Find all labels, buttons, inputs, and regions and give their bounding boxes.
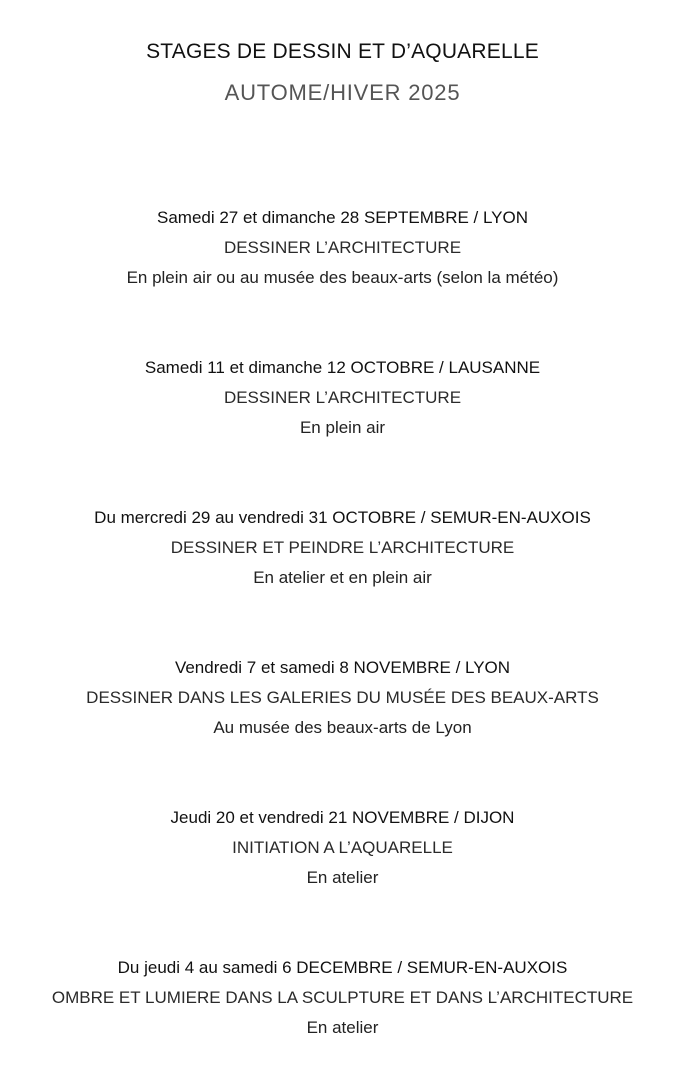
event-date: Jeudi 20 et vendredi 21 NOVEMBRE / DIJON — [170, 808, 515, 827]
event-place: En plein air — [299, 418, 386, 437]
event-date: Samedi 27 et dimanche 28 SEPTEMBRE / LYON — [156, 208, 529, 227]
page-subtitle: AUTOME/HIVER 2025 — [224, 80, 461, 105]
event-place: En atelier et en plein air — [253, 568, 432, 587]
event-course: DESSINER ET PEINDRE L’ARCHITECTURE — [170, 538, 515, 557]
event-course: OMBRE ET LUMIERE DANS LA SCULPTURE ET DANS L’ARCHITECTURE — [51, 988, 634, 1007]
event-place: En atelier — [306, 868, 379, 887]
event-place: En plein air ou au musée des beaux-arts (selon la météo) — [126, 268, 559, 287]
event-block — [0, 203, 685, 293]
event-place: Au musée des beaux-arts de Lyon — [213, 718, 472, 737]
event-block — [0, 653, 685, 743]
event-block — [0, 803, 685, 893]
event-date: Vendredi 7 et samedi 8 NOVEMBRE / LYON — [174, 658, 511, 677]
event-date: Du mercredi 29 au vendredi 31 OCTOBRE / SEMUR-EN-AUXOIS — [94, 508, 591, 527]
event-course: DESSINER L’ARCHITECTURE — [223, 238, 462, 257]
event-block — [0, 953, 685, 1043]
event-course: DESSINER L’ARCHITECTURE — [223, 388, 462, 407]
event-place: En atelier — [306, 1018, 379, 1037]
event-course: INITIATION A L’AQUARELLE — [232, 838, 453, 857]
event-block — [0, 503, 685, 593]
page-title: STAGES DE DESSIN ET D’AQUARELLE — [146, 40, 539, 63]
event-course: DESSINER DANS LES GALERIES DU MUSÉE DES BEAUX-ARTS — [86, 688, 599, 707]
event-date: Samedi 11 et dimanche 12 OCTOBRE / LAUSANNE — [144, 358, 541, 377]
event-date: Du jeudi 4 au samedi 6 DECEMBRE / SEMUR-EN-AUXOIS — [117, 958, 568, 977]
event-block — [0, 353, 685, 443]
